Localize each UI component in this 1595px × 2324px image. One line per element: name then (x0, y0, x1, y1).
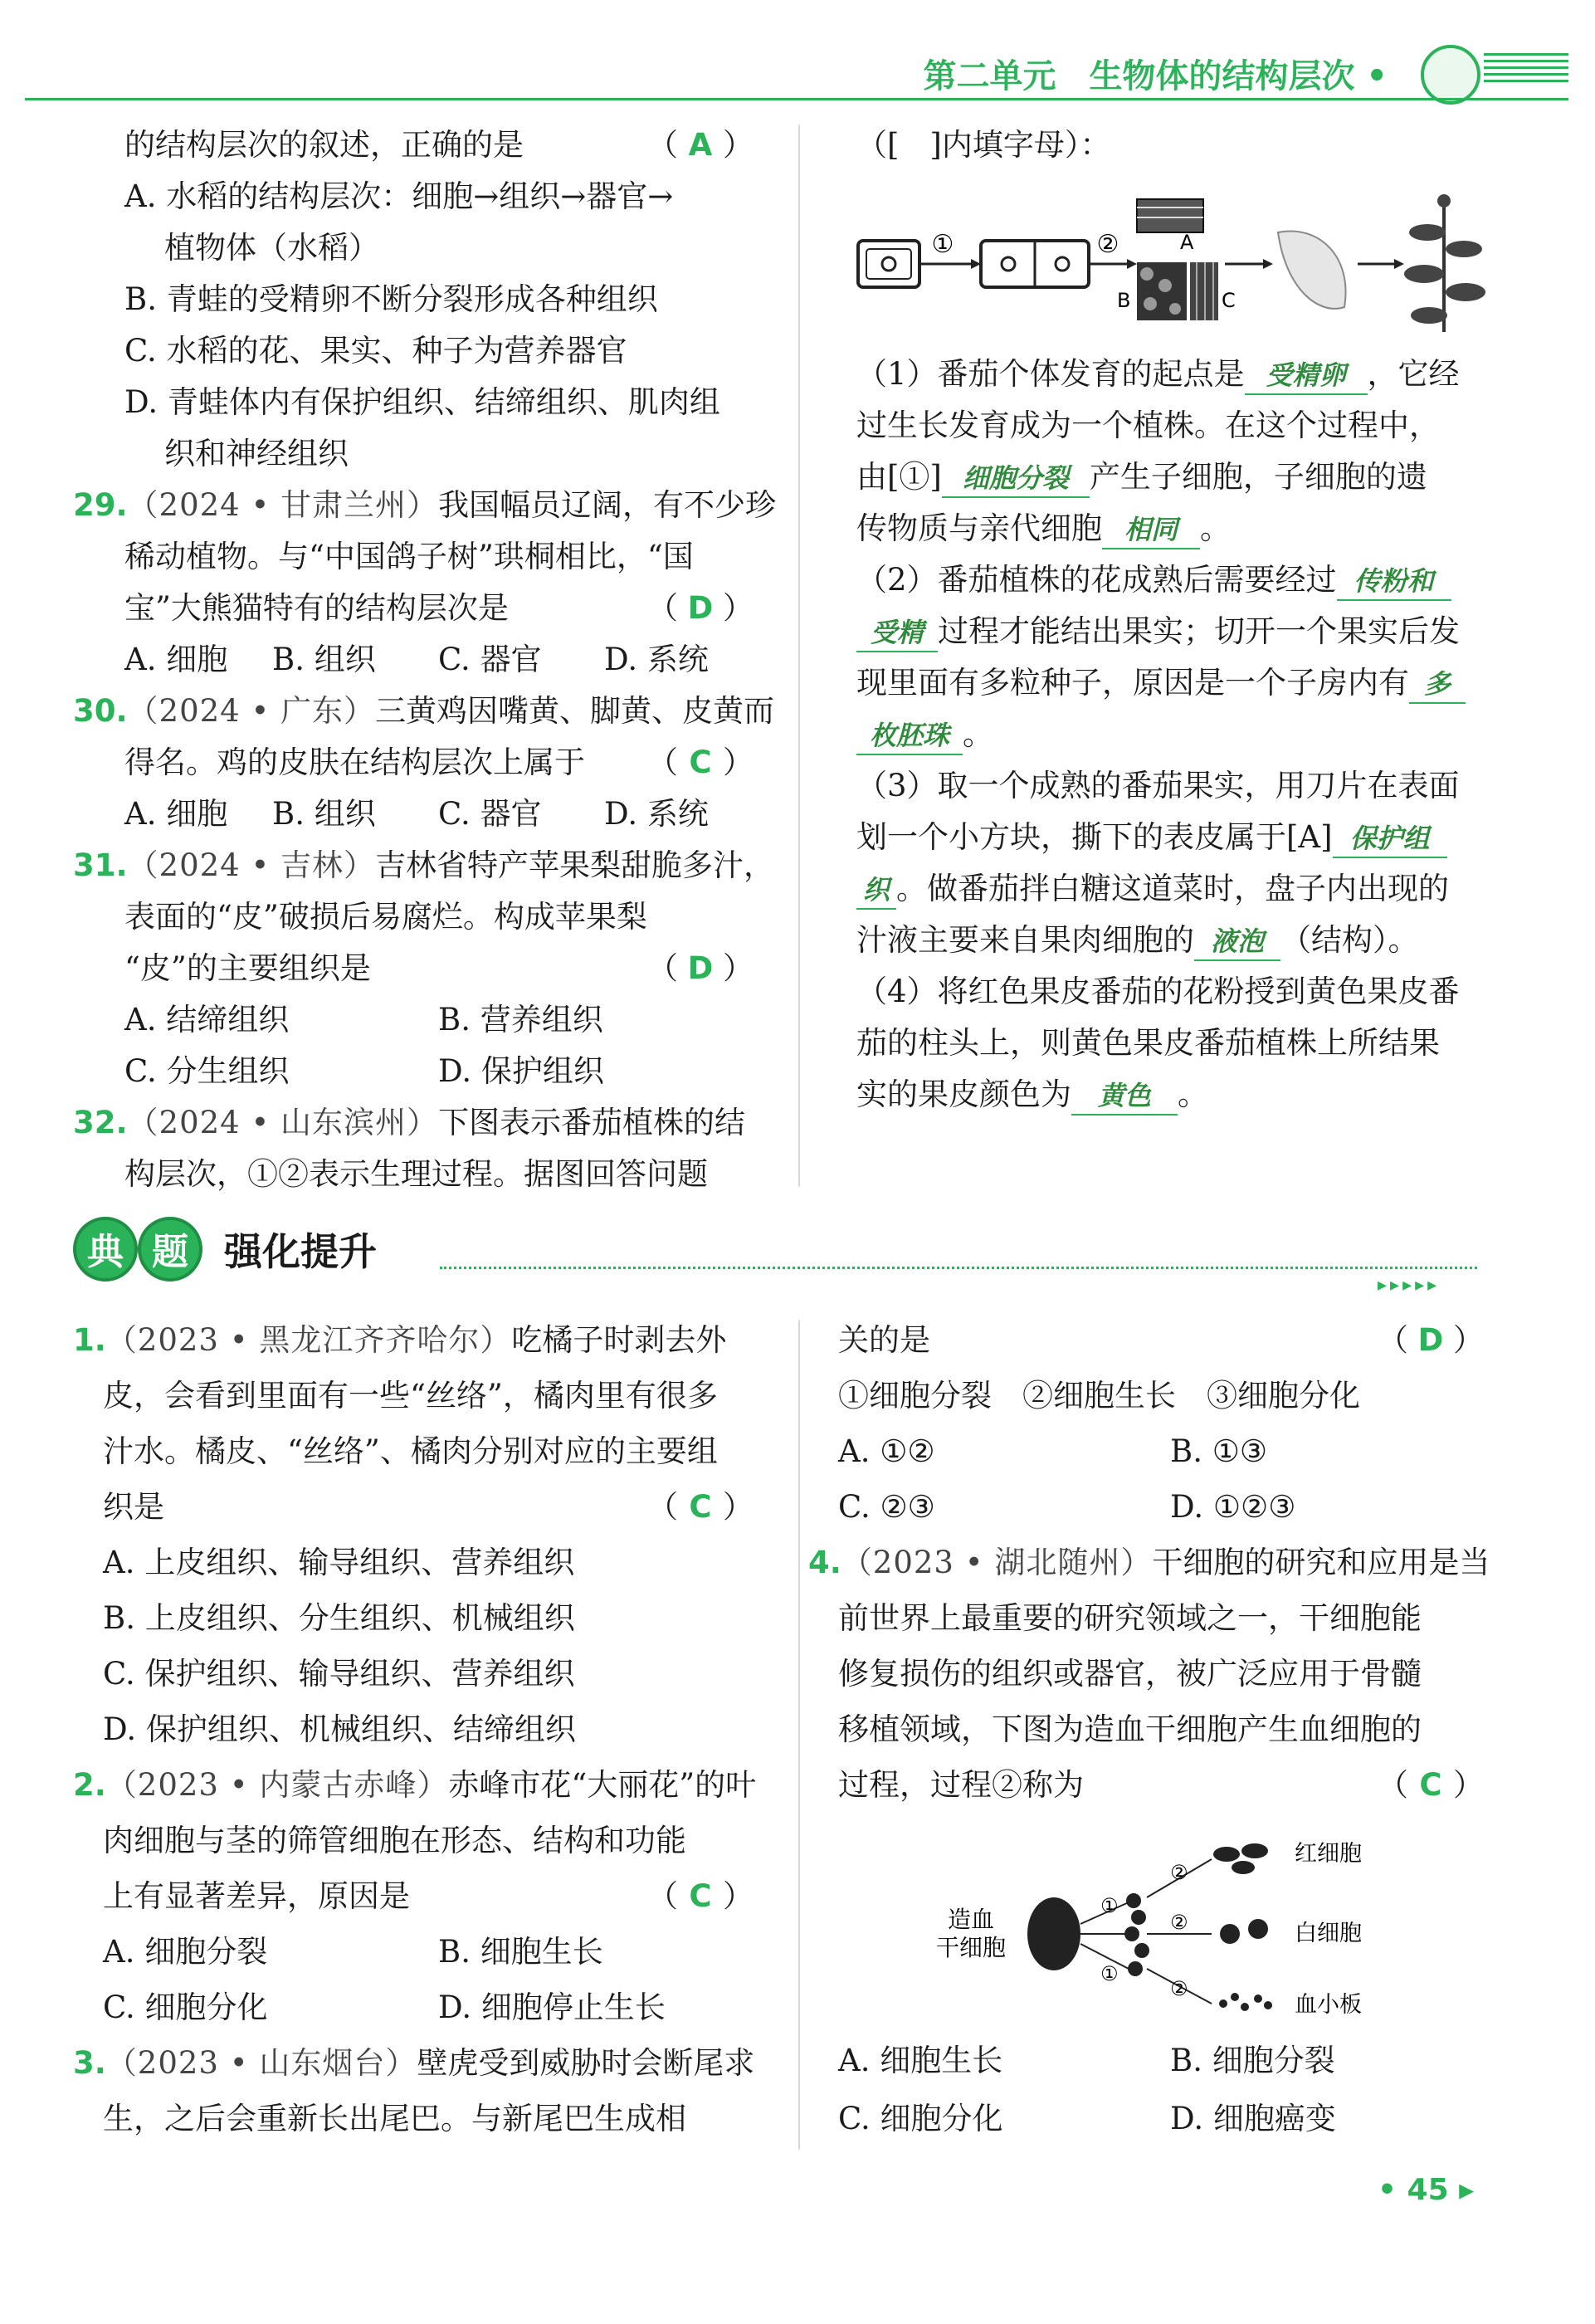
q30-number: 30. (73, 693, 128, 729)
student-badge-icon (1421, 45, 1480, 105)
q32-s1-text-b: ，它经 (1367, 356, 1460, 392)
p2-answer-paren: （ C ） (647, 1871, 754, 1922)
p4-line-5: 过程，过程②称为 (838, 1767, 1084, 1803)
q32-blank-protective: 保护组 (1333, 820, 1447, 858)
q32-s2-text-b: 过程才能结出果实；切开一个果实后发 (938, 613, 1460, 649)
q31-line-1 (73, 840, 774, 891)
q30-line-2: 得名。鸡的皮肤在结构层次上属于 (124, 745, 585, 780)
column-divider-top (798, 124, 800, 1187)
q32-s1-text-c: 由[①] (856, 459, 942, 495)
p2-option-c: C. 细胞分化 (103, 1990, 268, 2025)
p3-answer-paren: （ D ） (1378, 1315, 1484, 1366)
white-cells-icon (1220, 1919, 1268, 1944)
p3-line-1 (73, 2038, 754, 2089)
stem-cell-icon (1027, 1897, 1080, 1970)
p2-line-3: 上有显著差异，原因是 (103, 1878, 410, 1914)
q32-blank-zygote: 受精卵 (1245, 357, 1368, 395)
tissue-b-icon (1137, 262, 1187, 320)
q31-answer-paren: （ D ） (647, 943, 754, 994)
q32-blank-ovules: 枚胚珠 (856, 717, 963, 755)
section-badge-ti: 题 (138, 1217, 202, 1282)
p2-number: 2. (73, 1767, 106, 1803)
p1-line-4: 织是 (103, 1489, 164, 1525)
q32-s3-line-4 (856, 915, 1419, 966)
q32-s2-line-3 (856, 657, 1466, 709)
p2-answer: C (689, 1878, 712, 1914)
q32-blank-division: 细胞分裂 (942, 460, 1090, 498)
q29-line-3: 宝”大熊猫特有的结构层次是 (124, 590, 509, 626)
q31-option-b: B. 营养组织 (438, 1002, 603, 1038)
p1-number: 1. (73, 1322, 106, 1358)
p1-text: 吃橘子时剥去外 (511, 1322, 727, 1358)
p4-line-1 (808, 1537, 1490, 1589)
q31-option-d: D. 保护组织 (438, 1053, 604, 1089)
q28-stem: 的结构层次的叙述，正确的是 (124, 127, 524, 163)
q32-s3-text-b: 。做番茄拌白糖这道菜时，盘子内出现的 (896, 871, 1449, 906)
p2-line-2: 肉细胞与茎的筛管细胞在形态、结构和功能 (103, 1823, 686, 1858)
tomato-structure-figure (855, 183, 1485, 349)
q32-s1-text-a: （1）番茄个体发育的起点是 (856, 356, 1245, 392)
q31-source: （2024 • 吉林） (127, 847, 376, 883)
p1-line-1 (73, 1315, 726, 1366)
q32-s2-text-c: 现里面有多粒种子，原因是一个子房内有 (856, 665, 1409, 701)
fig-label-b: B (1117, 289, 1131, 312)
q32-s2-line-2 (856, 606, 1460, 657)
p3-text: 壁虎受到威胁时会断尾求 (417, 2045, 755, 2081)
q31-number: 31. (73, 847, 128, 883)
p3-line-2: 生，之后会重新长出尾巴。与新尾巴生成相 (103, 2101, 686, 2136)
fig-stem-label-2: 干细胞 (935, 1934, 1007, 1961)
q32-s2-text-a: （2）番茄植株的花成熟后需要经过 (856, 562, 1337, 598)
leaf-organ-icon (1278, 231, 1346, 308)
q32-s3-line-2 (856, 812, 1447, 863)
p2-source: （2023 • 内蒙古赤峰） (105, 1767, 449, 1803)
q30-text: 三黄鸡因嘴黄、脚黄、皮黄而 (375, 693, 775, 729)
p1-line-3: 汁水。橘皮、“丝络”、橘肉分别对应的主要组 (103, 1433, 718, 1469)
q32-s1-text-e: 传物质与亲代细胞 (856, 510, 1102, 546)
q32-s3-line-3 (856, 863, 1449, 915)
q28-option-a-cont: 植物体（水稻） (164, 230, 379, 266)
fig-p2-mid: ② (1170, 1911, 1188, 1934)
q29-option-a: A. 细胞 (124, 642, 228, 677)
q30-answer: C (689, 745, 712, 780)
p4-text: 干细胞的研究和应用是当 (1152, 1545, 1490, 1580)
fig-p2-top: ② (1170, 1861, 1188, 1884)
tissue-a-icon (1137, 199, 1203, 232)
fig-rbc-label: 红细胞 (1295, 1841, 1362, 1867)
q30-option-b: B. 组织 (272, 796, 376, 832)
q32-s1-line-4 (856, 503, 1231, 554)
p4-option-b: B. 细胞分裂 (1170, 2043, 1335, 2078)
p1-line-2: 皮，会看到里面有一些“丝络”，橘肉里有很多 (103, 1378, 718, 1413)
p1-answer: C (689, 1489, 712, 1525)
q32-s3-line-1: （3）取一个成熟的番茄果实，用刀片在表面 (856, 768, 1460, 803)
q31-answer: D (687, 950, 714, 986)
q30-answer-paren: （ C ） (647, 737, 754, 788)
fig-label-c: C (1222, 289, 1236, 312)
q32-line-2: 构层次，①②表示生理过程。据图回答问题 (124, 1156, 708, 1192)
fig-wbc-label: 白细胞 (1295, 1921, 1362, 1946)
p2-option-b: B. 细胞生长 (438, 1934, 603, 1970)
fig-stem-label-1: 造血 (947, 1906, 995, 1933)
q32-number: 32. (73, 1105, 128, 1140)
q30-option-c: C. 器官 (438, 796, 542, 832)
q32-s1-line-2: 过生长发育成为一个植株。在这个过程中， (856, 408, 1440, 443)
q32-s1-line-1 (856, 349, 1460, 400)
q30-option-a: A. 细胞 (124, 796, 228, 832)
platelets-icon (1219, 1993, 1272, 2011)
q32-s2-line-1 (856, 554, 1451, 606)
p1-option-b: B. 上皮组织、分生组织、机械组织 (103, 1600, 575, 1636)
q32-s2-line-4 (856, 709, 993, 760)
q29-source: （2024 • 甘肃兰州） (127, 487, 439, 523)
column-divider-bottom (798, 1320, 800, 2150)
p3-source: （2023 • 山东烟台） (105, 2045, 417, 2081)
p3-option-c: C. ②③ (838, 1489, 935, 1525)
q31-text: 吉林省特产苹果梨甜脆多汁， (375, 847, 775, 883)
q32-s2-text-d: 。 (963, 716, 993, 752)
p3-number: 3. (73, 2045, 106, 2081)
p4-option-d: D. 细胞癌变 (1170, 2101, 1336, 2136)
section-dotted-rule (440, 1267, 1477, 1269)
q28-answer-paren: （ A ） (647, 120, 754, 171)
p1-option-d: D. 保护组织、机械组织、结缔组织 (103, 1711, 576, 1747)
p4-option-a: A. 细胞生长 (838, 2043, 1003, 2078)
p4-line-2: 前世界上最重要的研究领域之一，干细胞能 (838, 1600, 1422, 1636)
p3-answer: D (1417, 1322, 1444, 1358)
q28-option-d: D. 青蛙体内有保护组织、结缔组织、肌肉组 (124, 384, 720, 420)
q28-answer: A (688, 127, 713, 163)
header-rule (25, 98, 1568, 100)
q32-s3-text-a: 划一个小方块，撕下的表皮属于[A] (856, 819, 1333, 855)
p1-option-c: C. 保护组织、输导组织、营养组织 (103, 1656, 575, 1692)
fig-p1-top: ① (1100, 1894, 1119, 1917)
q32-s1-text-f: 。 (1200, 510, 1231, 546)
q30-option-d: D. 系统 (604, 796, 709, 832)
p3-choices: ①细胞分裂 ②细胞生长 ③细胞分化 (838, 1378, 1360, 1413)
q32-blank-tissue: 织 (856, 872, 896, 910)
p4-answer: C (1419, 1767, 1442, 1803)
q28-option-d-cont: 织和神经组织 (164, 436, 349, 471)
q29-option-b: B. 组织 (272, 642, 376, 677)
q32-cont: （[ ]内填字母）： (856, 127, 1111, 163)
p2-option-d: D. 细胞停止生长 (438, 1990, 666, 2025)
p1-source: （2023 • 黑龙江齐齐哈尔） (105, 1322, 512, 1358)
q32-s1-text-d: 产生子细胞，子细胞的遗 (1089, 459, 1427, 495)
hematopoiesis-figure (929, 1826, 1394, 2025)
q31-option-c: C. 分生组织 (124, 1053, 290, 1089)
p4-number: 4. (808, 1545, 841, 1580)
p3-option-b: B. ①③ (1170, 1433, 1268, 1469)
fig-platelet-label: 血小板 (1295, 1992, 1362, 2018)
fig-p2-bottom: ② (1170, 1977, 1188, 2000)
section-badge-dian: 典 (73, 1217, 138, 1282)
fig-process-1: ① (931, 230, 954, 259)
fig-process-2: ② (1096, 230, 1119, 259)
q29-line-2: 稀动植物。与“中国鸽子树”珙桐相比，“国 (124, 539, 694, 574)
q29-answer-paren: （ D ） (647, 583, 754, 634)
section-arrows: ▸▸▸▸▸ (1378, 1275, 1441, 1296)
q32-s4-line-3 (856, 1069, 1208, 1120)
q30-line-1 (73, 686, 774, 737)
p4-answer-paren: （ C ） (1378, 1760, 1484, 1811)
red-cells-icon (1213, 1843, 1268, 1874)
q28-option-a: A. 水稻的结构层次：细胞→组织→器官→ (124, 178, 674, 214)
q29-line-1 (73, 480, 776, 531)
q29-option-c: C. 器官 (438, 642, 542, 677)
single-cell-icon (858, 241, 919, 287)
q31-line-3: “皮”的主要组织是 (124, 950, 371, 986)
q32-blank-many: 多 (1409, 666, 1466, 704)
p1-answer-paren: （ C ） (647, 1482, 754, 1533)
fig-p1-bottom: ① (1100, 1962, 1119, 1985)
q32-s4-text-b: 。 (1178, 1077, 1208, 1112)
p1-option-a: A. 上皮组织、输导组织、营养组织 (103, 1545, 575, 1580)
p2-text: 赤峰市花“大丽花”的叶 (448, 1767, 757, 1803)
q32-text: 下图表示番茄植株的结 (438, 1105, 746, 1140)
q32-s1-line-3 (856, 452, 1427, 503)
q32-line-1 (73, 1097, 745, 1149)
q32-blank-fertilization: 受精 (856, 614, 938, 652)
two-cells-icon (981, 241, 1089, 287)
q31-line-2: 表面的“皮”破损后易腐烂。构成苹果梨 (124, 899, 647, 935)
q29-answer: D (687, 590, 714, 626)
q29-number: 29. (73, 487, 128, 523)
q32-blank-yellow: 黄色 (1071, 1077, 1178, 1116)
unit-title: 第二单元 生物体的结构层次 • (923, 57, 1388, 95)
section-title: 强化提升 (224, 1229, 377, 1274)
tissue-c-icon (1190, 262, 1218, 320)
q32-s4-text-a: 实的果皮颜色为 (856, 1077, 1071, 1112)
q29-text: 我国幅员辽阔，有不少珍 (438, 487, 777, 523)
p4-source: （2023 • 湖北随州） (841, 1545, 1153, 1580)
q32-s4-line-2: 茄的柱头上，则黄色果皮番茄植株上所结果 (856, 1025, 1440, 1061)
q28-option-c: C. 水稻的花、果实、种子为营养器官 (124, 333, 627, 369)
p3-line-3: 关的是 (838, 1322, 930, 1358)
q32-blank-same: 相同 (1102, 511, 1200, 549)
q28-option-b: B. 青蛙的受精卵不断分裂形成各种组织 (124, 281, 658, 317)
p3-option-a: A. ①② (838, 1433, 935, 1469)
progenitor-cells-icon (1124, 1893, 1149, 1976)
header-stripes (1484, 53, 1568, 86)
q32-s3-text-c: 汁液主要来自果肉细胞的 (856, 922, 1194, 958)
q31-option-a: A. 结缔组织 (124, 1002, 290, 1038)
p4-line-3: 修复损伤的组织或器官，被广泛应用于骨髓 (838, 1656, 1422, 1692)
p4-option-c: C. 细胞分化 (838, 2101, 1003, 2136)
p3-option-d: D. ①②③ (1170, 1489, 1296, 1525)
fig-label-a: A (1180, 231, 1194, 254)
q32-source: （2024 • 山东滨州） (127, 1105, 439, 1140)
q29-option-d: D. 系统 (604, 642, 709, 677)
q32-s3-text-d: （结构）。 (1280, 922, 1419, 958)
q32-s4-line-1: （4）将红色果皮番茄的花粉授到黄色果皮番 (856, 974, 1460, 1009)
tomato-plant-icon (1404, 194, 1485, 332)
q32-blank-vacuole: 液泡 (1194, 923, 1280, 961)
p2-line-1 (73, 1760, 756, 1811)
page-number: • 45 ▸ (1378, 2173, 1475, 2207)
q30-source: （2024 • 广东） (127, 693, 376, 729)
p2-option-a: A. 细胞分裂 (103, 1934, 268, 1970)
q32-blank-pollination: 传粉和 (1337, 563, 1451, 601)
p4-line-4: 移植领域，下图为造血干细胞产生血细胞的 (838, 1711, 1422, 1747)
